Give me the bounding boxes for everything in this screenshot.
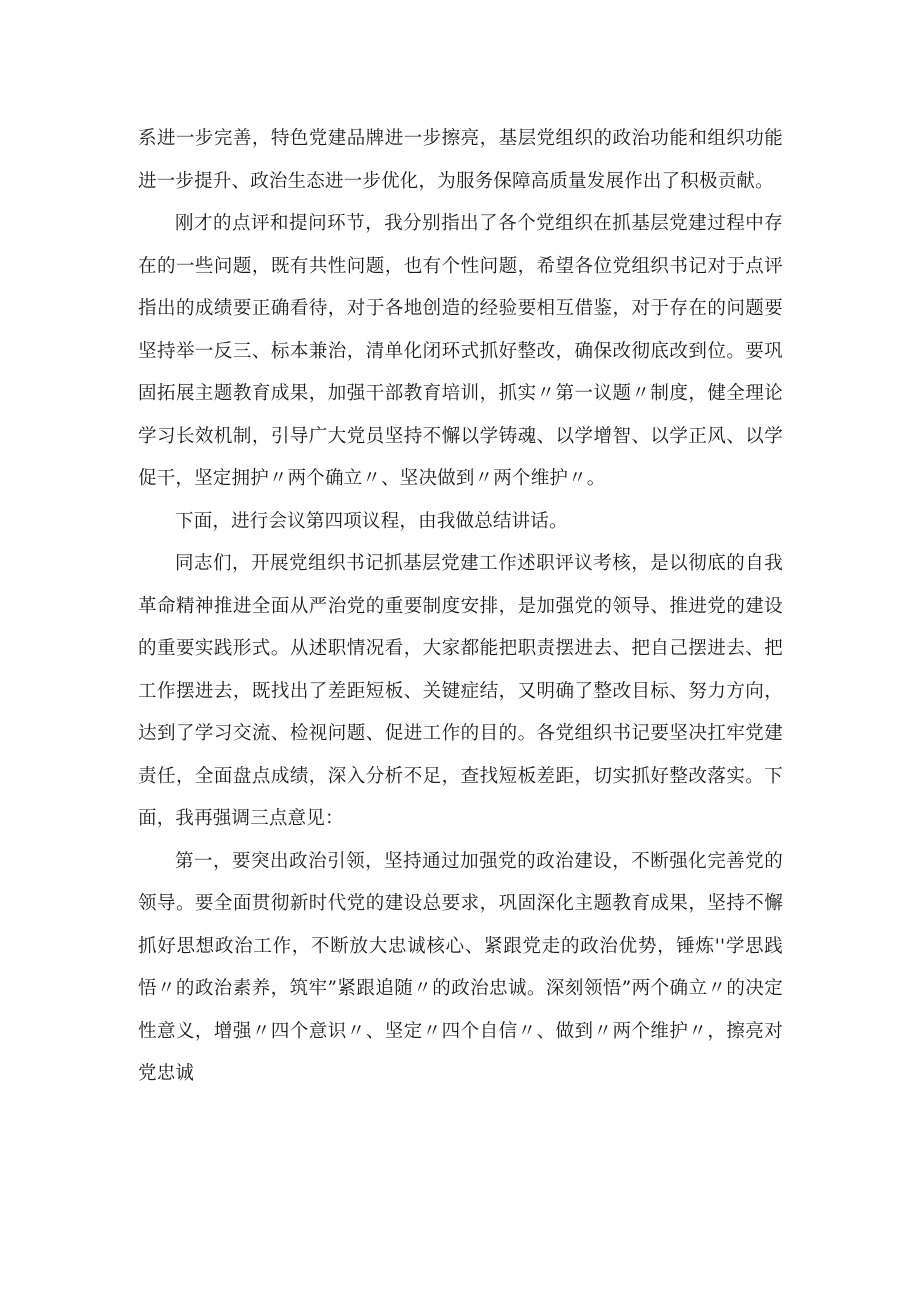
paragraph-summary-speech: 同志们，开展党组织书记抓基层党建工作述职评议考核，是以彻底的自我革命精神推进全面从严治党的重要制度安排，是加强党的领导、推进党的建设的重要实践形式。从述职情况看，大家都能把职责摆进去、把自己摆进去、把工作摆进去，既找出了差距短板、关键症结，又明确了整改目标、努力方向，达到了学习交流、检视问题、促进工作的目的。各党组织书记要坚决扛牢党建责任，全面盘点成绩，深入分析不足，查找短板差距，切实抓好整改落实。下面，我再强调三点意见： xyxy=(138,553,783,829)
paragraph-agenda-item: 下面，进行会议第四项议程，由我做总结讲话。 xyxy=(175,510,568,532)
paragraph-continuation: 系进一步完善，特色党建品牌进一步擦亮，基层党组织的政治功能和组织功能进一步提升、政治生态进一步优化，为服务保障高质量发展作出了积极贡献。 xyxy=(138,128,783,192)
paragraph-review-feedback: 刚才的点评和提问环节，我分别指出了各个党组织在抓基层党建过程中存在的一些问题，既有共性问题，也有个性问题，希望各位党组织书记对于点评指出的成绩要正确看待，对于各地创造的经验要相互借鉴，对于存在的问题要坚持举一反三、标本兼治，清单化闭环式抓好整改，确保改彻底改到位。要巩固拓展主题教育成果，加强干部教育培训，抓实〃第一议题〃制度，健全理论学习长效机制，引导广大党员坚持不懈以学铸魂、以学增智、以学正风、以学促干，坚定拥护〃两个确立〃、坚决做到〃两个维护〃。 xyxy=(138,213,783,489)
document-body xyxy=(138,118,783,1096)
paragraph-point-one: 第一，要突出政治引领，坚持通过加强党的政治建设，不断强化完善党的领导。要全面贯彻新时代党的建设总要求，巩固深化主题教育成果，坚持不懈抓好思想政治工作，不断放大忠诚核心、紧跟党走的政治优势，锤炼''学思践悟〃的政治素养，筑牢”紧跟追随〃的政治忠诚。深刻领悟”两个确立〃的决定性意义，增强〃四个意识〃、坚定〃四个自信〃、做到〃两个维护〃，擦亮对党忠诚 xyxy=(138,850,783,1084)
